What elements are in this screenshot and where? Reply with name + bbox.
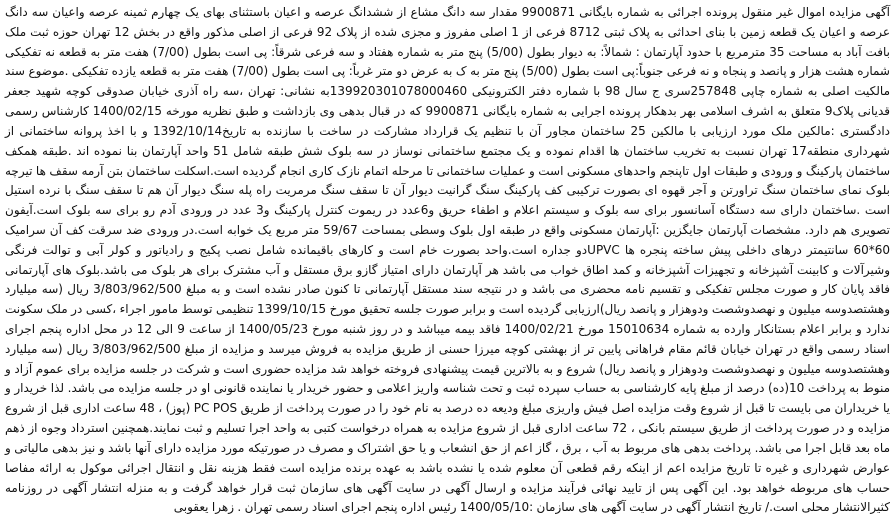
notice-paragraph: آگهی مزایده اموال غیر منقول پرونده اجرائی به شماره بایگانی 9900871 مقدار سه دانگ مشاع از ششدانگ عرصه و اعیان باستثنای بهای یک چهارم ثمینه عرصه واعیان سه دانگ عرصه و اعیان یک قطعه زمین با بنای احداثی به پلاک ثبتی 8712 فرعی از 1 اصلی مفروز و مجزی شده از پلاک 92 فرعی از اصلی مذکور واقع در بخش 12 تهران حوزه ثبت ملک بافت آباد به مساحت 35 مترمربع با حدود آپارتمان : شمالاً: به دیوار بطول (5/00) پنج متر به شماره هفتاد و سه فرعی شرقاً: پی است بطول (7/00) هفت متر به قطعه نه تفکیکی شماره هشت هزار و پانصد و پنجاه و نه فرعی جنوباً:پی است بطول (5/00) پنج متر به ک به عرض دو متر غرباً: پی است بطول (7/00) هفت متر به قطعه یازده تفکیکی .موضوع سند مالکیت اصلی به شماره چاپی 257848سری ج سال 98 با شماره دفتر الکترونیکی 139920301078000460به نشانی: تهران ،سه راه آذری خیابان صدوقی کوچه شهید جعفر قدیانی پلاک9 متعلق به اشرف اسلامی بهر بدهکار پرونده اجرایی به شماره بایگانی 9900871 که در قبال بدهی وی بازداشت و طبق نظریه مورخه 1400/02/15 کارشناس رسمی دادگستری :مالکین ملک مورد ارزیابی با مالکین 25 ساختمان مجاور آن با تنظیم یک قرارداد مشارکت در ساخت با سازنده به تاریخ1392/10/14 و با اخذ پروانه ساختمانی از شهرداری منطقه17 تهران نسبت به تخریب ساختمان ها اقدام نموده و یک مجتمع ساختمانی نوساز در سه بلوک شش طبقه شامل 51 واحد آپارتمان بنا نموده اند .طبقه همکف ساختمان پارکینگ و ورودی و طبقات اول تاپنجم واحدهای مسکونی است و عملیات ساختمانی تا مرحله اتمام نازک کاری انجام گردیده است.اسکلت ساختمان بتن آرمه سقف ها تیرچه بلوک نمای ساختمان سنگ تراورتن و آجر قهوه ای بصورت ترکیبی کف پارکینگ سنگ گرانیت دیوار آن تا سقف سنگ مرمریت راه پله سنگ دیوار آن هم تا سقف سنگ با نرده استیل است .ساختمان دارای سه دستگاه آسانسور برای سه بلوک و سیستم اعلام و اطفاء حریق و6عدد در ریموت کنترل پارکینگ و3 عدد در ورودی آدم رو برای سه بلوک است.آیفون تصویری هم دارد. مشخصات آپارتمان جایگزین :آپارتمان مسکونی واقع در طبقه اول بلوک وسطی بمساحت 59/67 متر مربع یک خوابه است.در ورودی ضد سرقت کف آن سرامیک 60*60 سانتیمتر درهای داخلی پیش ساخته پنجره ها UPVCدو جداره است.واحد بصورت خام است و کارهای باقیمانده شامل نصب پکیج و رادیاتور و کولر آبی و توالت فرنگی وشیرآلات و کابینت آشپزخانه و تجهیزات آشپزخانه و کمد اطاق خواب می باشد هر آپارتمان دارای امتیاز گازو برق مستقل و آب مشترک برای هر بلوک می باشد.بلوک های آپارتمانی فاقد پایان کار و صورت مجلس تفکیکی و تقسیم نامه محضری می باشد و در نتیجه سند مستقل آپارتمانی تا کنون صادر نشده است و به مبلغ 3/803/962/500 ریال (سه میلیارد وهشتصدوسه میلیون و نهصدوشصت ودوهزار و پانصد ریال)ارزیابی گردیده است و برابر صورت جلسه تحقیق مورخ 1399/10/15 تنظیمی توسط مامور اجراء ،کسی در ملک سکونت ندارد و برابر اعلام بستانکار وارده به شماره 15010634 مورخ 1400/02/21 فاقد بیمه میباشد و در روز شنبه مورخ 1400/05/23 از ساعت 9 الی 12 در محل اداره پنجم اجرای اسناد رسمی واقع در تهران خیابان قائم مقام فراهانی پایین تر از بهشتی کوچه میرزا حسنی از طریق مزایده به فروش میرسد و مزایده از مبلغ 3/803/962/500 ریال (سه میلیارد وهشتصدوسه میلیون و نهصدوشصت ودوهزار و پانصد ریال) شروع و به بالاترین قیمت پیشنهادی فروخته خواهد شد مزایده حضوری است و شرکت در جلسه مزایده برای عموم آزاد و منوط به پرداخت 10(ده) درصد از مبلغ پایه کارشناسی به حساب سپرده ثبت و تحت شناسه واریز اعلامی و حضور خریدار یا نماینده قانونی او در جلسه مزایده می باشد. لذا خریدار و یا خریداران می بایست تا قبل از شروع وقت مزایده اصل فیش واریزی مبلغ ودیعه ده درصد به نام خود را در صورت پرداخت از طریق PC POS (پوز) ، 48 ساعت اداری قبل از شروع مزایده و در صورت پرداخت از طریق سیستم بانکی ، 72 ساعت اداری قبل از شروع مزایده به همراه درخواست کتبی به واحد اجرا تسلیم و ثبت نمایند.همچنین استرداد وجوه از ذهم ماه بعد قابل اجرا می باشد. پرداخت بدهی های مربوط به آب ، برق ، گاز اعم از حق انشعاب و یا حق اشتراک و مصرف در صورتیکه مورد مزایده دارای آنها باشد و نیز بدهی مالیاتی و عوارض شهرداری و غیره تا تاریخ مزایده اعم از اینکه رقم قطعی آن معلوم شده یا نشده باشد به عهده برنده مزایده است فقط هزینه نقل و انتقال اجرائی موکول به ارائه مفاصا حساب های مربوطه خواهد بود. این آگهی پس از تایید نهائی فرآیند مزایده و ارسال آگهی در سایت آگهی های سازمان ثبت قرار خواهد گرفت و به منزله انتشار آگهی در روزنامه کثیرالانتشار محلی است./ تاریخ انتشار آگهی در سایت آگهی های سازمان :1400/05/10 رئیس اداره پنجم اجرای اسناد رسمی تهران . زهرا یعقوبی (5, 5, 891, 515)
